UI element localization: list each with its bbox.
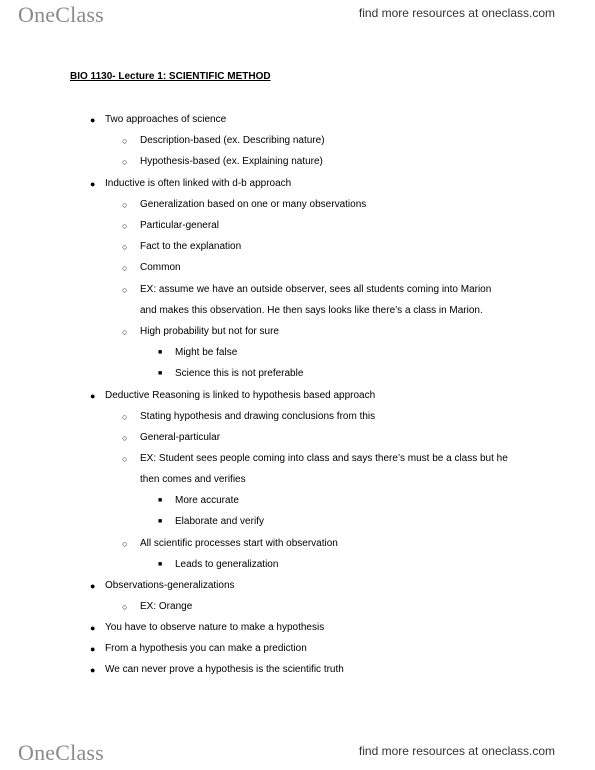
list-item: We can never prove a hypothesis is the scientific truth <box>105 664 344 675</box>
filled-bullet-icon: ● <box>90 179 96 189</box>
hollow-bullet-icon: ○ <box>122 200 128 210</box>
hollow-bullet-icon: ○ <box>122 539 128 549</box>
list-item: Fact to the explanation <box>140 241 242 252</box>
header-tagline[interactable]: find more resources at oneclass.com <box>358 6 555 20</box>
filled-bullet-icon: ● <box>90 115 96 125</box>
list-item: From a hypothesis you can make a prediction <box>105 643 307 654</box>
document-title: BIO 1130- Lecture 1: SCIENTIFIC METHOD <box>70 71 271 82</box>
filled-bullet-icon: ● <box>90 644 96 654</box>
hollow-bullet-icon: ○ <box>122 454 128 464</box>
list-item: High probability but not for sure <box>140 326 279 337</box>
list-item: Hypothesis-based (ex. Explaining nature) <box>140 156 323 167</box>
oneclass-logo[interactable]: OneClass <box>18 740 104 765</box>
square-bullet-icon: ■ <box>158 349 163 356</box>
list-item: Might be false <box>175 347 238 358</box>
list-item: You have to observe nature to make a hypothesis <box>105 622 325 633</box>
hollow-bullet-icon: ○ <box>122 242 128 252</box>
square-bullet-icon: ■ <box>158 497 163 504</box>
oneclass-logo[interactable]: OneClass <box>18 2 104 27</box>
hollow-bullet-icon: ○ <box>122 602 128 612</box>
list-item: Elaborate and verify <box>175 516 264 527</box>
list-item: Description-based (ex. Describing nature) <box>140 135 325 146</box>
footer-tagline[interactable]: find more resources at oneclass.com <box>358 744 555 758</box>
hollow-bullet-icon: ○ <box>122 285 128 295</box>
filled-bullet-icon: ● <box>90 665 96 675</box>
list-item-continuation: and makes this observation. He then says looks like there’s a class in Marion. <box>140 305 483 316</box>
list-item: EX: assume we have an outside observer, sees all students coming into Marion <box>140 284 492 295</box>
list-item: Deductive Reasoning is linked to hypothesis based approach <box>105 390 376 401</box>
filled-bullet-icon: ● <box>90 581 96 591</box>
list-item: All scientific processes start with observation <box>140 538 338 549</box>
filled-bullet-icon: ● <box>90 391 96 401</box>
list-item: EX: Student sees people coming into class and says there’s must be a class but he <box>140 453 508 464</box>
page-footer <box>0 738 595 768</box>
list-item-continuation: then comes and verifies <box>140 474 246 485</box>
list-item: Particular-general <box>140 220 219 231</box>
square-bullet-icon: ■ <box>158 370 163 377</box>
list-item: General-particular <box>140 432 221 443</box>
hollow-bullet-icon: ○ <box>122 157 128 167</box>
list-item: Two approaches of science <box>105 114 227 125</box>
list-item: More accurate <box>175 495 239 506</box>
list-item: Generalization based on one or many observations <box>140 199 367 210</box>
filled-bullet-icon: ● <box>90 623 96 633</box>
hollow-bullet-icon: ○ <box>122 433 128 443</box>
list-item: Stating hypothesis and drawing conclusions from this <box>140 411 376 422</box>
list-item: Common <box>140 262 181 273</box>
hollow-bullet-icon: ○ <box>122 327 128 337</box>
list-item: Observations-generalizations <box>105 580 235 591</box>
hollow-bullet-icon: ○ <box>122 136 128 146</box>
hollow-bullet-icon: ○ <box>122 263 128 273</box>
hollow-bullet-icon: ○ <box>122 221 128 231</box>
list-item: EX: Orange <box>140 601 193 612</box>
hollow-bullet-icon: ○ <box>122 412 128 422</box>
list-item: Leads to generalization <box>175 559 279 570</box>
square-bullet-icon: ■ <box>158 518 163 525</box>
square-bullet-icon: ■ <box>158 561 163 568</box>
list-item: Inductive is often linked with d-b approach <box>105 178 292 189</box>
list-item: Science this is not preferable <box>175 368 304 379</box>
